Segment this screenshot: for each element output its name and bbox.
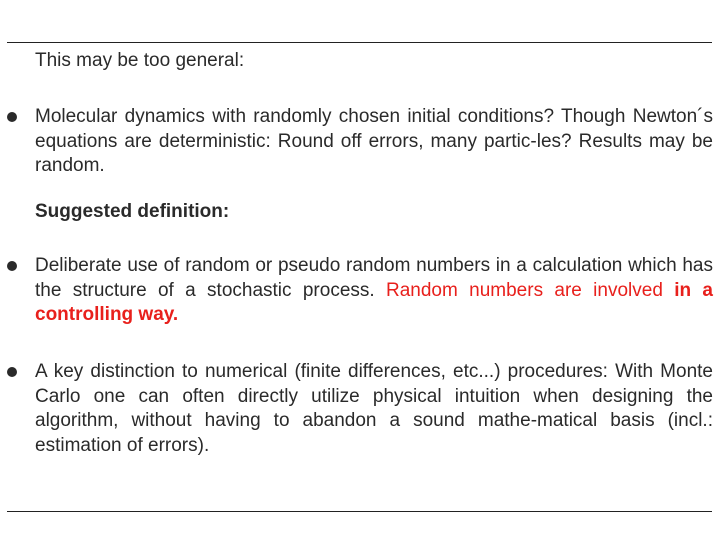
bullet-marker-1: [7, 112, 17, 122]
bullet-marker-3: [7, 367, 17, 377]
bullet-marker-2: [7, 261, 17, 271]
bullet-2-plain-text: Deliberate use of random or pseudo random numbers in a calculation which has the structure of a stochastic process.: [35, 255, 713, 301]
bullet-2-red-bold-text: in a controlling way.: [35, 279, 713, 325]
bullet-text-1: Molecular dynamics with randomly chosen initial conditions? Though Newton´s equations are deterministic: Round off errors, many partic-les? Results may be random.: [35, 106, 713, 176]
bullet-text-2: [35, 254, 713, 328]
suggested-definition-heading: Suggested definition:: [35, 201, 230, 222]
bottom-rule: [7, 511, 712, 512]
bullet-2-red-text: Random numbers are involved: [386, 279, 675, 301]
top-rule: [7, 42, 712, 43]
intro-heading: This may be too general:: [35, 50, 245, 71]
bullet-text-3: A key distinction to numerical (finite differences, etc...) procedures: With Monte Carlo one can often directly utilize physical intuition when designing the algorithm, without having to abandon a sound mathe-matical basis (incl.: estimation of errors).: [35, 361, 713, 456]
